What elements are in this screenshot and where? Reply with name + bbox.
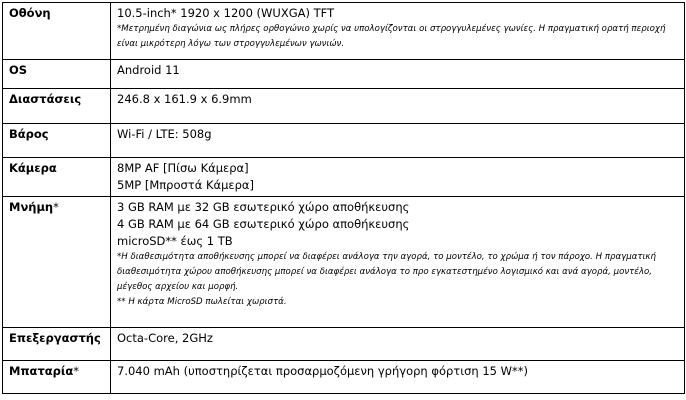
- footnote-marker: *: [53, 200, 59, 214]
- spec-value: 7.040 mAh (υποστηρίζεται προσαρμοζόμενη γρήγορη φόρτιση 15 W**): [117, 364, 528, 378]
- spec-label: Κάμερα: [9, 161, 57, 175]
- spec-row-camera: [3, 158, 685, 197]
- spec-value: 8MP AF [Πίσω Κάμερα]: [117, 161, 249, 175]
- footnote-marker: *: [73, 364, 80, 378]
- spec-label-cell: [3, 328, 111, 361]
- spec-value: 3 GB RAM με 32 GB εσωτερικό χώρο αποθήκευσης: [117, 200, 410, 214]
- spec-label: Διαστάσεις: [9, 92, 82, 106]
- spec-label: Μνήμη: [9, 200, 54, 214]
- spec-row-memory: [3, 197, 685, 328]
- spec-row-display: [3, 3, 685, 60]
- spec-value-cell: [111, 89, 685, 124]
- spec-value-cell: [111, 124, 685, 158]
- spec-value-cell: [111, 361, 685, 394]
- spec-value-cell: [111, 328, 685, 361]
- spec-row-os: [3, 60, 685, 89]
- spec-value-cell: [111, 158, 685, 197]
- spec-row-dimensions: [3, 89, 685, 124]
- spec-label: Βάρος: [9, 127, 49, 141]
- spec-value-cell: [111, 197, 685, 328]
- spec-row-battery: [3, 361, 685, 394]
- spec-value: 4 GB RAM με 64 GB εσωτερικό χώρο αποθήκευσης: [117, 217, 410, 231]
- spec-value: 5MP [Μπροστά Κάμερα]: [117, 178, 254, 192]
- spec-label-cell: [3, 89, 111, 124]
- spec-row-weight: [3, 124, 685, 158]
- spec-label-cell: [3, 361, 111, 394]
- spec-value-cell: [111, 60, 685, 89]
- spec-label-cell: [3, 158, 111, 197]
- spec-value: Wi-Fi / LTE: 508g: [117, 127, 212, 141]
- spec-label: Μπαταρία: [9, 364, 74, 378]
- spec-label-cell: [3, 3, 111, 60]
- spec-label: OS: [9, 63, 28, 77]
- spec-label: Οθόνη: [9, 6, 51, 20]
- spec-label-cell: [3, 197, 111, 328]
- spec-row-processor: [3, 328, 685, 361]
- spec-value-cell: [111, 3, 685, 60]
- spec-footnote: ** Η κάρτα MicroSD πωλείται χωριστά.: [117, 297, 287, 307]
- spec-table: [2, 2, 685, 394]
- spec-value: Android 11: [117, 63, 180, 77]
- spec-footnote: *Μετρημένη διαγώνια ως πλήρες ορθογώνιο χωρίς να υπολογίζονται οι στρογγυλεμένες γωνίες. Η πραγματική ορατή περιοχή είναι μικρότερη λόγω των στρογγυλεμένων γωνιών.: [117, 24, 666, 49]
- spec-label: Επεξεργαστής: [9, 331, 101, 345]
- spec-value: microSD** έως 1 TB: [117, 234, 233, 248]
- spec-value: 246.8 x 161.9 x 6.9mm: [117, 92, 252, 106]
- spec-label-cell: [3, 60, 111, 89]
- spec-footnote: *Η διαθεσιμότητα αποθήκευσης μπορεί να διαφέρει ανάλογα την αγορά, το μοντέλο, το χρώμα ή τον πάροχο. Η πραγματική διαθεσιμότητα χώρου αποθήκευσης μπορεί να διαφέρει ανάλογα το προ εγκατεστημένο λογισμικό και ανά αγορά, μοντέλο, μέγεθος αρχείου και μορφή.: [117, 252, 656, 292]
- spec-label-cell: [3, 124, 111, 158]
- spec-value: Octa-Core, 2GHz: [117, 331, 213, 345]
- spec-value: 10.5-inch* 1920 x 1200 (WUXGA) TFT: [117, 6, 335, 20]
